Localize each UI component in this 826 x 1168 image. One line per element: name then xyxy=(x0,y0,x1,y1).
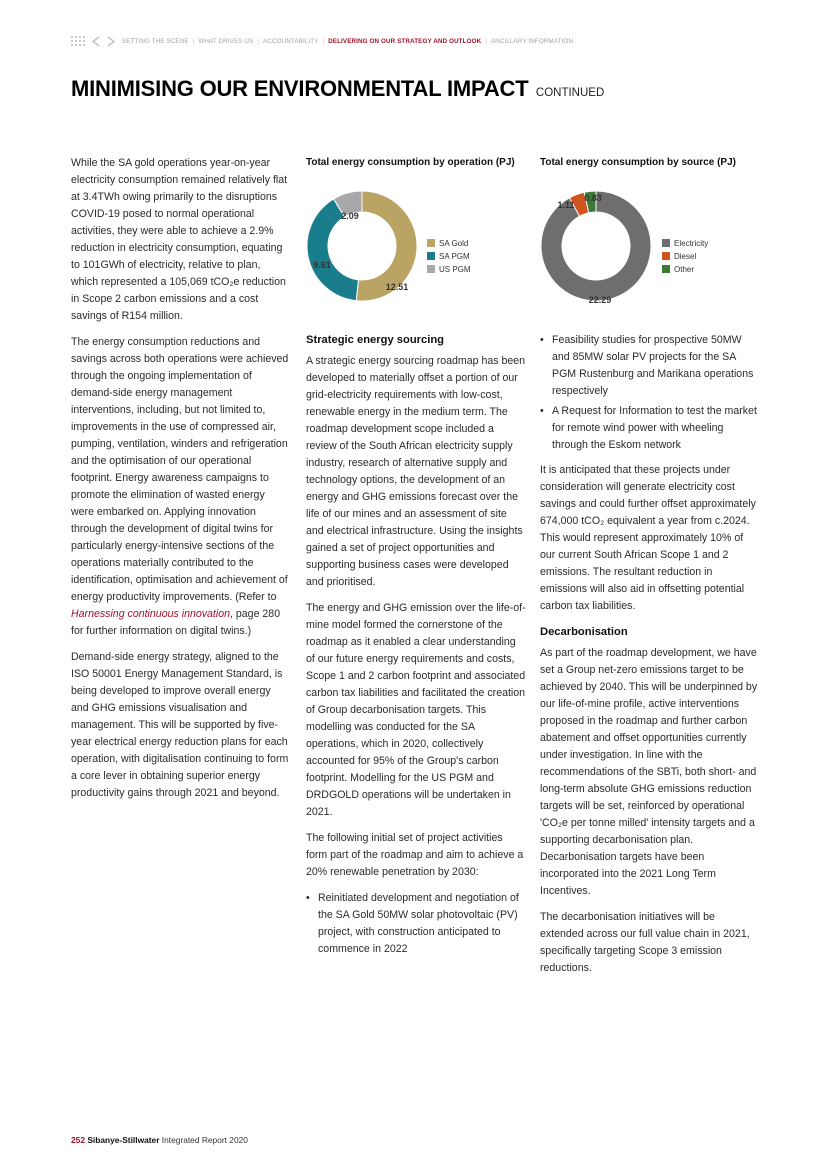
text-column-3 xyxy=(540,332,758,986)
paragraph xyxy=(71,334,290,640)
paragraph-text: , page 280 for further information on digital twins.) xyxy=(71,608,281,637)
text-column-2 xyxy=(306,332,526,966)
legend-swatch xyxy=(427,239,435,247)
page-title-main: MINIMISING OUR ENVIRONMENTAL IMPACT xyxy=(71,76,529,101)
legend-swatch xyxy=(662,239,670,247)
paragraph: As part of the roadmap development, we have set a Group net-zero emissions target to be achieved by 2040. This will be underpinned by our life-of-mine profile, active interventions proposed in the roadmap and further carbon abatement and offset opportunities currently under investigation. In line with the recommendations of the SBTi, both short- and long-term absolute GHG emissions reduction targets will be set, reinforced by operational 'CO₂e per tonne milled' intensity targets and a supporting decarbonisation plan. Decarbonisation targets have been incorporated into the 2021 Long Term Incentives. xyxy=(540,647,758,897)
bullet-list xyxy=(306,890,526,958)
list-item: • A Request for Information to test the market for remote wind power with wheeling through the Eskom network xyxy=(540,403,758,454)
text-column-1 xyxy=(71,155,290,811)
chart-title: Total energy consumption by operation (PJ) xyxy=(306,157,515,168)
legend-label: Electricity xyxy=(674,239,709,248)
paragraph: The energy and GHG emission over the life-of-mine model formed the cornerstone of the roadmap as it enabled a clear understanding of our future energy requirements and costs, Scope 1 and 2 carbon footprint and associated carbon tax liabilities and facilitated the creation of Group decarbonisation targets. This modelling was conducted for the SA operations, which in 2020, collectively accounted for 95% of the Group's carbon footprint. Modelling for the US PGM and DRDGOLD operations will be undertaken in 2021. xyxy=(306,602,526,818)
chart-energy-by-operation xyxy=(306,157,531,317)
nav-separator: | xyxy=(485,37,487,45)
legend-label: Other xyxy=(674,265,695,274)
page-number: 252 xyxy=(71,1135,85,1145)
page-title xyxy=(71,76,604,102)
nav-item-ancillary-information[interactable]: ANCILLARY INFORMATION xyxy=(490,37,574,45)
paragraph: Demand-side energy strategy, aligned to the ISO 50001 Energy Management Standard, is being developed to improve overall energy and GHG emissions visualisation and management. This will be supported by five-year electrical energy reduction plans for each operation, with digitalisation continuing to form a core lever in obtaining superior energy productivity gains through 2021 and beyond. xyxy=(71,651,289,799)
section-heading-decarbonisation: Decarbonisation xyxy=(540,626,628,638)
nav-separator: | xyxy=(257,37,259,45)
nav-item-what-drives-us[interactable]: WHAT DRIVES US xyxy=(198,37,254,45)
previous-page-icon[interactable] xyxy=(89,35,103,47)
legend-label: SA PGM xyxy=(439,252,470,261)
paragraph: It is anticipated that these projects under consideration will generate electricity cost savings and could further offset approximately 674,000 tCO₂ equivalent a year from c.2024. This would represent approximately 10% of our current South African Scope 1 and 2 emissions. The resultant reduction in emissions will also aid in offsetting potential carbon tax liabilities. xyxy=(540,464,756,612)
legend-swatch xyxy=(662,252,670,260)
legend-label: SA Gold xyxy=(439,239,469,248)
next-page-icon[interactable] xyxy=(104,35,118,47)
company-name: Sibanye-Stillwater xyxy=(87,1135,160,1145)
bullet-list xyxy=(540,332,758,454)
report-name: Integrated Report 2020 xyxy=(161,1135,248,1145)
nav-separator: | xyxy=(192,37,195,45)
donut-chart xyxy=(306,173,531,317)
data-label: 9.61 xyxy=(313,260,331,270)
legend-swatch xyxy=(427,252,435,260)
data-label: 0.83 xyxy=(584,193,602,203)
section-heading-strategic-energy-sourcing: Strategic energy sourcing xyxy=(306,334,445,346)
list-item: • Feasibility studies for prospective 50MW and 85MW solar PV projects for the SA PGM Rustenburg and Marikana operations respectively xyxy=(540,332,758,400)
chart-energy-by-source xyxy=(540,157,765,317)
legend-label: Diesel xyxy=(674,252,697,261)
paragraph: A strategic energy sourcing roadmap has been developed to materially offset a portion of our grid-electricity requirements with low-cost, renewable energy in the medium term. The roadmap development scope included a review of the South African electricity supply industry, research of alternative supply and technology options, the development of an energy and GHG emissions forecast over the life of our mines and an assessment of site and electrical infrastructure. Using the insights gained a set of project opportunities and supporting business cases were developed and prioritised. xyxy=(306,355,526,588)
legend-swatch xyxy=(662,265,670,273)
paragraph: While the SA gold operations year-on-year electricity consumption remained relatively flat at 3.4TWh owing primarily to the disruptions COVID-19 posed to normal operational activities, they were able to achieve a 2.9% reduction in electricity consumption, equating to 101GWh of electricity, relative to plan, which represented a 105,069 tCO₂e reduction in Scope 2 carbon emissions and a cost savings of R154 million. xyxy=(71,157,288,322)
page-footer xyxy=(71,1135,248,1145)
page-title-continued: CONTINUED xyxy=(535,87,605,99)
nav-separator: | xyxy=(322,37,325,45)
top-navigation xyxy=(71,34,573,48)
nav-item-setting-the-scene[interactable]: SETTING THE SCENE xyxy=(122,37,189,45)
data-label: 1.11 xyxy=(557,200,575,210)
data-label: 2.09 xyxy=(341,211,359,221)
donut-chart xyxy=(540,173,765,317)
legend-swatch xyxy=(427,265,435,273)
nav-item-delivering-on-strategy[interactable]: DELIVERING ON OUR STRATEGY AND OUTLOOK xyxy=(328,37,482,45)
paragraph: The decarbonisation initiatives will be extended across our full value chain in 2021, specifically targeting Scope 3 emission reductions. xyxy=(540,911,750,974)
data-label: 22.29 xyxy=(588,295,612,305)
grid-menu-icon[interactable] xyxy=(71,36,85,46)
data-label: 12.51 xyxy=(385,282,409,292)
nav-item-accountability[interactable]: ACCOUNTABILITY xyxy=(263,37,319,45)
section-nav xyxy=(122,38,573,45)
chart-title: Total energy consumption by source (PJ) xyxy=(540,157,736,168)
harnessing-innovation-link[interactable]: Harnessing continuous innovation xyxy=(71,608,231,620)
list-item: • Reinitiated development and negotiation of the SA Gold 50MW solar photovoltaic (PV) project, with construction anticipated to commence in 2022 xyxy=(306,890,526,958)
paragraph: The following initial set of project activities form part of the roadmap and aim to achieve a 20% renewable penetration by 2030: xyxy=(306,832,524,878)
legend-label: US PGM xyxy=(439,265,471,274)
paragraph-text: The energy consumption reductions and savings across both operations were achieved through the ongoing implementation of demand-side energy management interventions, including, but not limited to, improvements in the use of compressed air, pumping, ventilation, winders and refrigeration and the optimisation of our operational footprint. Energy awareness campaigns to promote the elimination of wasted energy were embarked on. Applying innovation through the development of digital twins for particularly energy-intensive sections of the operations materially contributed to the identification, optimisation and achievement of energy productivity improvements. (Refer to xyxy=(71,336,289,603)
